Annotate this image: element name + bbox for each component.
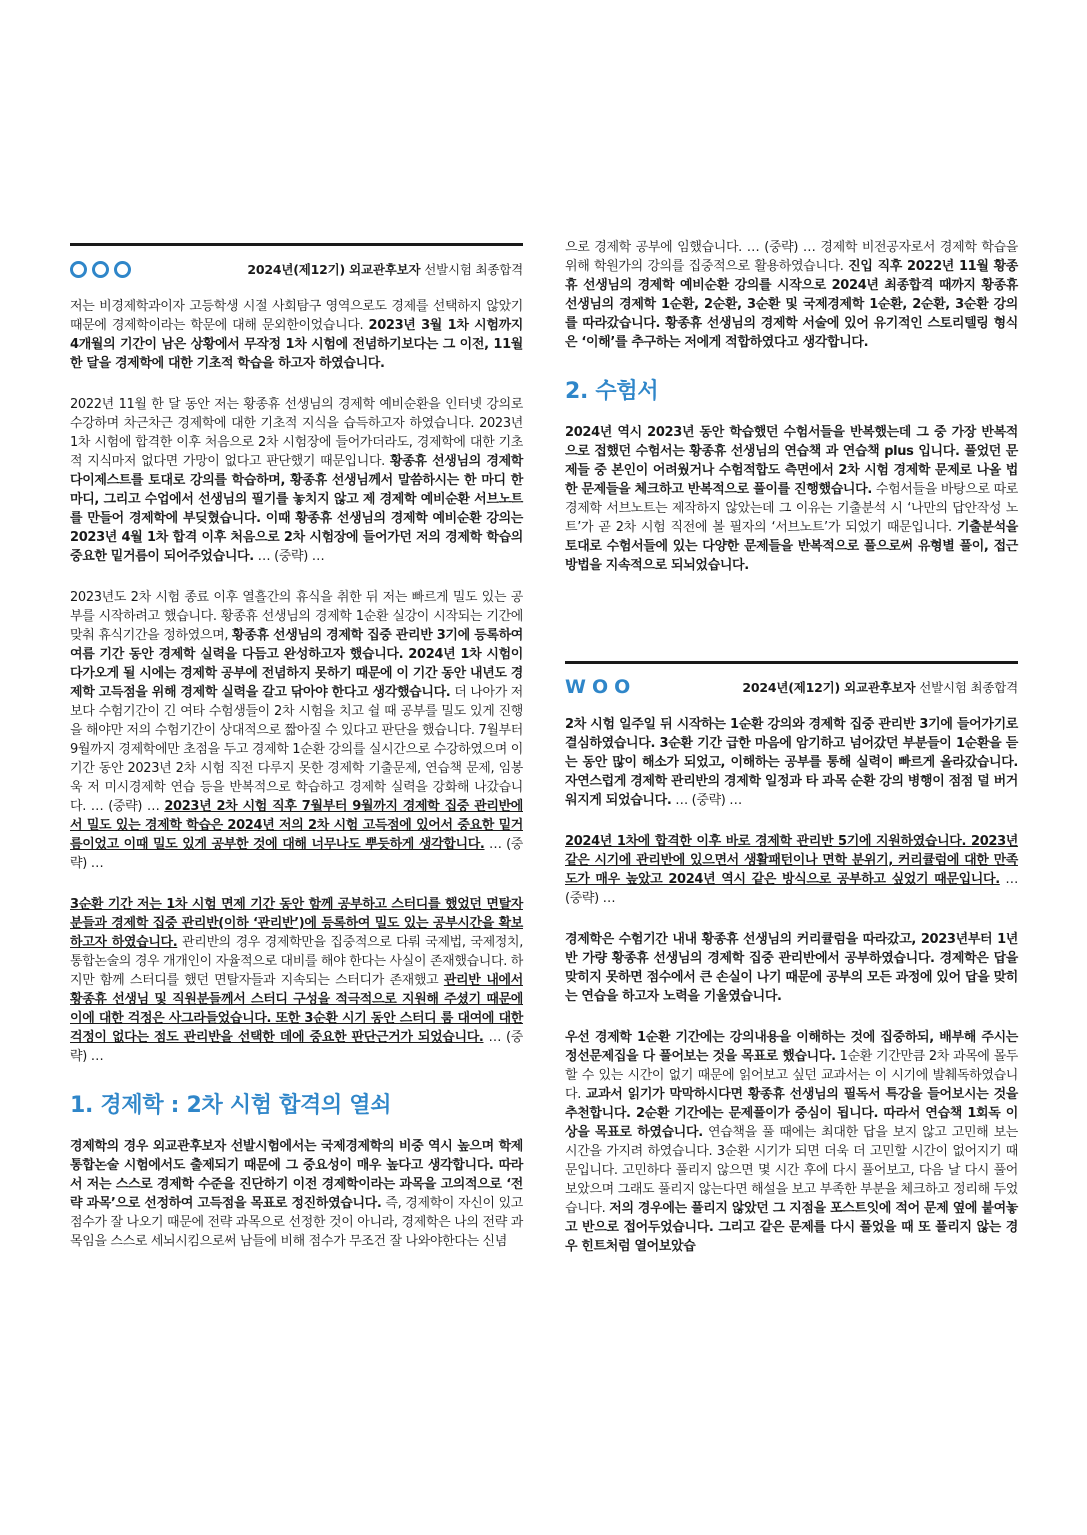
text-run: 2022년 11월 한 달 동안 저는 황종휴 선생님의 경제학 예비순환을 인터넷 강의로 수강하며 차근차근 경제학에 대한 기초적 지식을 습득하고자 하였습니다. 2023년 1차 시험에 합격한 이후 처음으로 2차 시험장에 들어가더라도, 경제학에 대한 기초적 지식마저 없다면 가망이 없다고 판단했기 때문입니다. xyxy=(70,397,523,469)
underlined-text-run: 2023년 2차 시험 직후 7월부터 9월까지 경제학 집중 관리반에서 밀도 있는 경제학 학습은 2024년 저의 2차 시험 고득점에 있어서 중요한 밑거름이었고 이때 밀도 있게 공부한 것에 대해 너무나도 뿌듯하게 생각합니다. xyxy=(70,799,523,852)
text-run: 즉, 경제학이 자신이 있고 점수가 잘 나오기 때문에 전략 과목으로 선정한 것이 아니라, 경제학은 나의 전략 과목임을 스스로 세뇌시킴으로써 남들에 비해 점수가 무조건 잘 나와야한다는 신념 xyxy=(70,1196,523,1249)
circle-icon xyxy=(70,261,87,278)
body-paragraph xyxy=(70,1137,523,1251)
meta-bold: 2024년(제12기) 외교관후보자 xyxy=(247,262,421,277)
right-paragraphs xyxy=(565,715,1018,1256)
text-run: 으로 경제학 공부에 임했습니다. … (중략) … 경제학 비전공자로서 경제학 학습을 위해 학원가의 강의를 집중적으로 활용하였습니다. xyxy=(565,240,1018,274)
text-run: … (중략) … xyxy=(253,549,325,564)
economics-paragraph xyxy=(70,1137,523,1251)
text-run: 1순환 기간만큼 2차 과목에 몰두할 수 있는 시간이 없기 때문에 읽어보고 싶던 교과서는 이 시기에 발췌독하였습니다. xyxy=(565,1049,1018,1102)
body-paragraph xyxy=(70,588,523,873)
text-run: … (중략) … xyxy=(671,793,742,808)
body-paragraph xyxy=(565,423,1018,575)
meta-rest: 선발시험 최종합격 xyxy=(919,680,1018,695)
bold-text-run: 진입 직후 2022년 11월 황종휴 선생님의 경제학 예비순환 강의를 시작으로 2024년 최종합격 때까지 황종휴 선생님의 경제학 1순환, 2순환, 3순환 및 국제경제학 1순환, 2순환, 3순환 강의를 따라갔습니다. 황종휴 선생님의 경제학 서술에 있어 유기적인 스토리텔링 형식은 ‘이해’를 추구하는 저에게 적합하였다고 생각합니다. xyxy=(565,259,1018,350)
circle-icon xyxy=(92,261,109,278)
candidate-meta xyxy=(742,678,1018,696)
textbooks-paragraph xyxy=(565,423,1018,575)
body-paragraph xyxy=(565,832,1018,908)
section-title-textbooks: 2. 수험서 xyxy=(565,379,659,404)
bold-text-run: 2023년 3월 1차 시험까지 4개월의 기간이 남은 상황에서 무작정 1차 시험에 전념하기보다는 그 이전, 11월 한 달을 경제학에 대한 기초적 학습을 하고자 하였습니다. xyxy=(70,318,523,371)
bold-text-run: 2차 시험 일주일 뒤 시작하는 1순환 강의와 경제학 집중 관리반 3기에 들어가기로 결심하였습니다. 3순환 기간 급한 마음에 암기하고 넘어갔던 부분들이 1순환을 듣는 동안 많이 해소가 되었고, 이해하는 공부를 통해 실력이 빠르게 올라갔습니다. 자연스럽게 경제학 관리반의 경제학 일정과 타 과목 순환 강의 병행이 점점 덜 버거워지게 되었습니다. xyxy=(565,717,1018,808)
text-run: 수험서들을 바탕으로 따로 경제학 서브노트는 제작하지 않았는데 그 이유는 기출분석 시 ‘나만의 답안작성 노트’가 곧 2차 시험 직전에 볼 필자의 ‘서브노트’가 되었기 때문입니다. xyxy=(565,482,1018,535)
text-run: … (중략) … xyxy=(70,1030,523,1064)
bold-text-run: 황종휴 선생님의 경제학 다이제스트를 토대로 강의를 학습하며, 황종휴 선생님께서 말씀하시는 한 마디 한 마디, 그리고 수업에서 선생님의 필기를 놓치지 않고 제 경제학 예비순환 서브노트를 만들어 경제학에 부딪혔습니다. 이때 황종휴 선생님의 경제학 예비순환 강의는 2023년 4월 1차 합격 이후 처음으로 2차 시험장에 들어가던 저의 경제학 학습의 중요한 밑거름이 되어주었습니다. xyxy=(70,454,523,564)
text-run: … (중략) … xyxy=(565,872,1018,906)
right-continuation-paragraph xyxy=(565,238,1018,352)
underlined-text-run: 관리반 내에서 황종휴 선생님 및 직원분들께서 스터디 구성을 적극적으로 지원해 주셨기 때문에 이에 대한 걱정은 사그라들었습니다. 또한 3순환 시기 동안 스터디 룸 대여에 대한 걱정이 없다는 점도 관리반을 선택한 데에 중요한 판단근거가 되었습니다. xyxy=(70,973,523,1045)
bold-text-run: 2024년 역시 2023년 동안 학습했던 수험서들을 반복했는데 그 중 가장 반복적으로 접했던 수험서는 황종휴 선생님의 연습책 과 연습책 plus 입니다. 풀었던 문제들 중 본인이 어려웠거나 수험적합도 측면에서 2차 시험 경제학 문제로 나올 법한 문제들을 체크하고 반복적으로 풀이를 진행했습니다. xyxy=(565,425,1018,497)
bold-text-run: 저의 경우에는 풀리지 않았던 그 지점을 포스트잇에 적어 문제 옆에 붙여놓고 반으로 접어두었습니다. 그리고 같은 문제를 다시 풀었을 때 또 풀리지 않는 경우 힌트처럼 열어보았습 xyxy=(565,1201,1018,1254)
body-paragraph xyxy=(565,238,1018,352)
body-paragraph xyxy=(565,715,1018,810)
left-column xyxy=(70,243,523,1273)
underlined-text-run: 3순환 기간 저는 1차 시험 면제 기간 동안 함께 공부하고 스터디를 했었던 면탈자분들과 경제학 집중 관리반(이하 ‘관리반’)에 등록하여 밀도 있는 공부시간을 확보하고자 하였습니다. xyxy=(70,897,523,950)
text-run: … (중략) … xyxy=(70,837,523,871)
bold-text-run: 기출분석을 토대로 수험서들에 있는 다양한 문제들을 반복적으로 풀으로써 유형별 풀이, 접근방법을 지속적으로 되뇌었습니다. xyxy=(565,520,1018,573)
right-column xyxy=(565,238,1018,1278)
bold-text-run: 우선 경제학 1순환 기간에는 강의내용을 이해하는 것에 집중하되, 배부해 주시는 정선문제집을 다 풀어보는 것을 목표로 했습니다. xyxy=(565,1030,1018,1064)
section-title-economics: 1. 경제학 : 2차 시험 합격의 열쇠 xyxy=(70,1093,392,1118)
meta-rest: 선발시험 최종합격 xyxy=(424,262,523,277)
left-paragraphs xyxy=(70,297,523,1066)
text-run: 관리반의 경우 경제학만을 집중적으로 다뤄 국제법, 국제정치, 통합논술의 경우 개개인이 자율적으로 대비를 해야 한다는 사실이 존재했습니다. 하지만 함께 스터디를 했던 면탈자들과 지속되는 스터디가 존재했고 xyxy=(70,935,523,988)
text-run: 2023년도 2차 시험 종료 이후 열흘간의 휴식을 취한 뒤 저는 빠르게 밀도 있는 공부를 시작하려고 했습니다. 황종휴 선생님의 경제학 1순환 실강이 시작되는 기간에 맞춰 휴식기간을 정하였으며, xyxy=(70,590,523,643)
bold-text-run: 경제학의 경우 외교관후보자 선발시험에서는 국제경제학의 비중 역시 높으며 학제통합논술 시험에서도 출제되기 때문에 그 중요성이 매우 높다고 생각합니다. 따라서 저는 스스로 경제학 수준을 진단하기 이전 경제학이라는 과목을 고의적으로 ‘전략 과목’으로 선정하여 고득점을 목표로 정진하였습니다. xyxy=(70,1139,523,1211)
body-paragraph xyxy=(565,1028,1018,1256)
bold-text-run: 황종휴 선생님의 경제학 집중 관리반 3기에 등록하여 여름 기간 동안 경제학 실력을 다듬고 완성하고자 했습니다. 2024년 1차 시험이 다가오게 될 시에는 경제학 공부에 전념하지 못하기 때문에 이 기간 동안 내년도 경제학 고득점을 위해 경제학 실력을 갈고 닦아야 한다고 생각했습니다. xyxy=(70,628,523,700)
underlined-text-run: 2024년 1차에 합격한 이후 바로 경제학 관리반 5기에 지원하였습니다. 2023년 같은 시기에 관리반에 있으면서 생활패턴이나 면학 분위기, 커리큘럼에 대한 만족도가 매우 높았고 2024년 역시 같은 방식으로 공부하고 싶었기 때문입니다. xyxy=(565,834,1018,887)
ooo-badge-icon xyxy=(70,261,136,278)
body-paragraph xyxy=(70,395,523,566)
interview-header-right xyxy=(565,661,1018,701)
meta-bold: 2024년(제12기) 외교관후보자 xyxy=(742,680,916,695)
body-paragraph xyxy=(70,895,523,1066)
text-run: 연습책을 풀 때에는 최대한 답을 보지 않고 고민해 보는 시간을 가지려 하였습니다. 3순환 시기가 되면 더욱 더 고민할 시간이 없어지기 때문입니다. 고민하다 풀리지 않으면 몇 시간 후에 다시 풀어보고, 다음 날 다시 풀어보았으며 그래도 풀리지 않는다면 해설을 보고 부족한 부분을 체크하고 정리해 두었습니다. xyxy=(565,1125,1018,1216)
candidate-meta xyxy=(247,260,523,278)
bold-text-run: 교과서 읽기가 막막하시다면 황종휴 선생님의 필독서 특강을 들어보시는 것을 추천합니다. 2순환 기간에는 문제풀이가 중심이 됩니다. 따라서 연습책 1회독 이상을 목표로 하였습니다. xyxy=(565,1087,1018,1140)
body-paragraph xyxy=(565,930,1018,1006)
bold-text-run: 경제학은 수험기간 내내 황종휴 선생님의 커리큘럼을 따라갔고, 2023년부터 1년 반 가량 황종휴 선생님의 경제학 집중 관리반에서 공부하였습니다. 경제학은 답을 맞히지 못하면 점수에서 큰 손실이 나기 때문에 공부의 모든 과정에 있어 답을 맞히는 연습을 하고자 노력을 기울였습니다. xyxy=(565,932,1018,1004)
interview-header-left xyxy=(70,243,523,283)
text-run: 더 나아가 저보다 수험기간이 긴 여타 수험생들이 2차 시험을 치고 쉴 때 공부를 밀도 있게 진행을 해야만 저의 수험기간이 상대적으로 짧아질 수 있다고 판단을 했습니다. 7월부터 9월까지 경제학에만 초점을 두고 경제학 1순환 강의를 실시간으로 수강하였으며 이 기간 동안 2023년 2차 시험 직전 다루지 못한 경제학 기출문제, 연습책 문제, 임봉욱 저 미시경제학 연습 등을 반복적으로 학습하고 경제학 실력을 강화해 나갔습니다. … (중략) … xyxy=(70,685,523,814)
circle-icon xyxy=(114,261,131,278)
body-paragraph xyxy=(70,297,523,373)
woo-badge: WOO xyxy=(565,676,637,698)
section-gap xyxy=(565,597,1018,661)
text-run: 저는 비경제학과이자 고등학생 시절 사회탐구 영역으로도 경제를 선택하지 않았기 때문에 경제학이라는 학문에 대해 문외한이었습니다. xyxy=(70,299,523,333)
